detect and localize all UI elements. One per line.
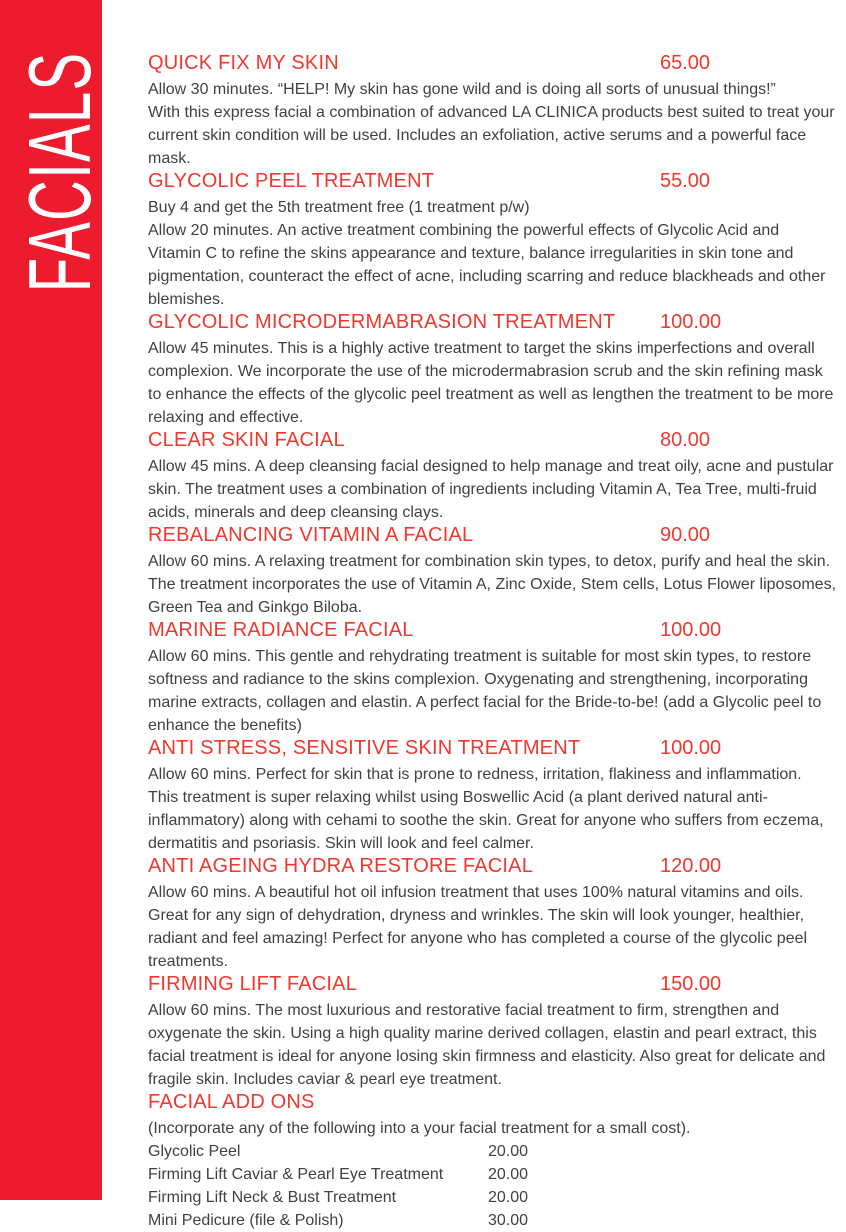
add-on-price: 30.00 bbox=[488, 1212, 529, 1229]
add-on-label: Mini Pedicure (file & Polish) bbox=[148, 1212, 344, 1229]
treatment-price: 55.00 bbox=[660, 170, 711, 192]
treatment-description: Allow 45 mins. A deep cleansing facial designed to help manage and treat oily, acne and pustular skin. The treatment uses a combination of ingredients including Vitamin A, Tea Tree, multi-fruid acids, minerals and deep cleansing clays. bbox=[148, 458, 834, 521]
treatment-item bbox=[148, 429, 836, 524]
category-title-vertical: FACIALS bbox=[10, 51, 109, 293]
treatment-item bbox=[148, 619, 836, 737]
treatment-description: Allow 45 minutes. This is a highly active treatment to target the skins imperfections and overall complexion. We incorporate the use of the microdermabrasion scrub and the skin refining mask to enhance the effects of the glycolic peel treatment as well as lengthen the treatment to be more relaxing and effective. bbox=[148, 340, 834, 426]
treatment-item bbox=[148, 311, 836, 429]
treatment-header bbox=[148, 170, 836, 194]
treatment-price: 65.00 bbox=[660, 52, 711, 74]
treatment-price: 150.00 bbox=[660, 973, 722, 995]
treatment-item bbox=[148, 170, 836, 311]
treatment-description: Allow 60 mins. A relaxing treatment for combination skin types, to detox, purify and heal the skin. The treatment incorporates the use of Vitamin A, Zinc Oxide, Stem cells, Lotus Flower liposomes, Green Tea and Ginkgo Biloba. bbox=[148, 553, 837, 616]
treatment-price: 90.00 bbox=[660, 524, 711, 546]
treatment-price: 120.00 bbox=[660, 855, 722, 877]
treatment-name: ANTI STRESS, SENSITIVE SKIN TREATMENT bbox=[148, 737, 581, 759]
add-on-price: 20.00 bbox=[488, 1166, 529, 1183]
treatment-price: 100.00 bbox=[660, 311, 722, 333]
treatment-description: Allow 30 minutes. “HELP! My skin has gone wild and is doing all sorts of unusual things!” With this express facial a combination of advanced LA CLINICA products best suited to treat your current skin condition will be used. Includes an exfoliation, active serums and a powerful face mask. bbox=[148, 81, 835, 167]
treatment-header bbox=[148, 524, 836, 548]
treatment-item bbox=[148, 524, 836, 619]
treatment-header bbox=[148, 311, 836, 335]
treatment-header bbox=[148, 52, 836, 76]
treatment-name: CLEAR SKIN FACIAL bbox=[148, 429, 345, 451]
treatment-name: ANTI AGEING HYDRA RESTORE FACIAL bbox=[148, 855, 534, 877]
add-on-row bbox=[148, 1140, 836, 1163]
add-on-label: Firming Lift Caviar & Pearl Eye Treatment bbox=[148, 1166, 444, 1183]
category-sidebar bbox=[0, 0, 109, 1200]
treatment-description: Allow 60 mins. A beautiful hot oil infusion treatment that uses 100% natural vitamins and oils. Great for any sign of dehydration, dryness and wrinkles. The skin will look younger, healthier, radiant and feel amazing! Perfect for anyone who has completed a course of the glycolic peel treatments. bbox=[148, 884, 808, 970]
treatment-name: GLYCOLIC MICRODERMABRASION TREATMENT bbox=[148, 311, 616, 333]
add-on-label: Firming Lift Neck & Bust Treatment bbox=[148, 1189, 397, 1206]
add-ons-title: FACIAL ADD ONS bbox=[148, 1091, 315, 1113]
treatment-description: Buy 4 and get the 5th treatment free (1 treatment p/w) Allow 20 minutes. An active treatment combining the powerful effects of Glycolic Acid and Vitamin C to refine the skins appearance and texture, balance irregularities in skin tone and pigmentation, counteract the effect of acne, including scarring and reduce blackheads and other blemishes. bbox=[148, 199, 826, 308]
treatment-name: MARINE RADIANCE FACIAL bbox=[148, 619, 414, 641]
treatment-name: REBALANCING VITAMIN A FACIAL bbox=[148, 524, 474, 546]
add-on-price: 20.00 bbox=[488, 1143, 529, 1160]
treatment-list bbox=[148, 0, 836, 1232]
treatment-description: Allow 60 mins. Perfect for skin that is prone to redness, irritation, flakiness and inflammation. This treatment is super relaxing whilst using Boswellic Acid (a plant derived natural anti-inflammatory) along with cehami to soothe the skin. Great for anyone who suffers from eczema, dermatitis and psoriasis. Skin will look and feel calmer. bbox=[148, 766, 824, 852]
treatment-description: Allow 60 mins. The most luxurious and restorative facial treatment to firm, strengthen and oxygenate the skin. Using a high quality marine derived collagen, elastin and pearl extract, this facial treatment is ideal for anyone losing skin firmness and elasticity. Also great for delicate and fragile skin. Includes caviar & pearl eye treatment. bbox=[148, 1002, 826, 1088]
add-ons-header bbox=[148, 1091, 836, 1115]
treatment-header bbox=[148, 973, 836, 997]
treatment-header bbox=[148, 737, 836, 761]
add-on-row bbox=[148, 1163, 836, 1186]
add-on-price: 20.00 bbox=[488, 1189, 529, 1206]
treatment-name: QUICK FIX MY SKIN bbox=[148, 52, 339, 74]
treatment-item bbox=[148, 737, 836, 855]
treatment-item bbox=[148, 973, 836, 1091]
treatment-description: Allow 60 mins. This gentle and rehydrating treatment is suitable for most skin types, to restore softness and radiance to the skins complexion. Oxygenating and strengthening, incorporating marine extracts, collagen and elastin. A perfect facial for the Bride-to-be! (add a Glycolic peel to enhance the benefits) bbox=[148, 648, 822, 734]
add-on-label: Glycolic Peel bbox=[148, 1143, 241, 1160]
treatment-item bbox=[148, 52, 836, 170]
treatment-item bbox=[148, 855, 836, 973]
treatment-header bbox=[148, 429, 836, 453]
treatment-price: 80.00 bbox=[660, 429, 711, 451]
treatment-header bbox=[148, 855, 836, 879]
treatment-name: GLYCOLIC PEEL TREATMENT bbox=[148, 170, 435, 192]
treatment-price: 100.00 bbox=[660, 619, 722, 641]
add-on-row bbox=[148, 1209, 836, 1232]
treatment-header bbox=[148, 619, 836, 643]
add-on-row bbox=[148, 1186, 836, 1209]
treatment-name: FIRMING LIFT FACIAL bbox=[148, 973, 358, 995]
treatment-price: 100.00 bbox=[660, 737, 722, 759]
add-ons-intro: (Incorporate any of the following into a your facial treatment for a small cost). bbox=[148, 1120, 691, 1137]
facial-add-ons-section bbox=[148, 1091, 836, 1232]
